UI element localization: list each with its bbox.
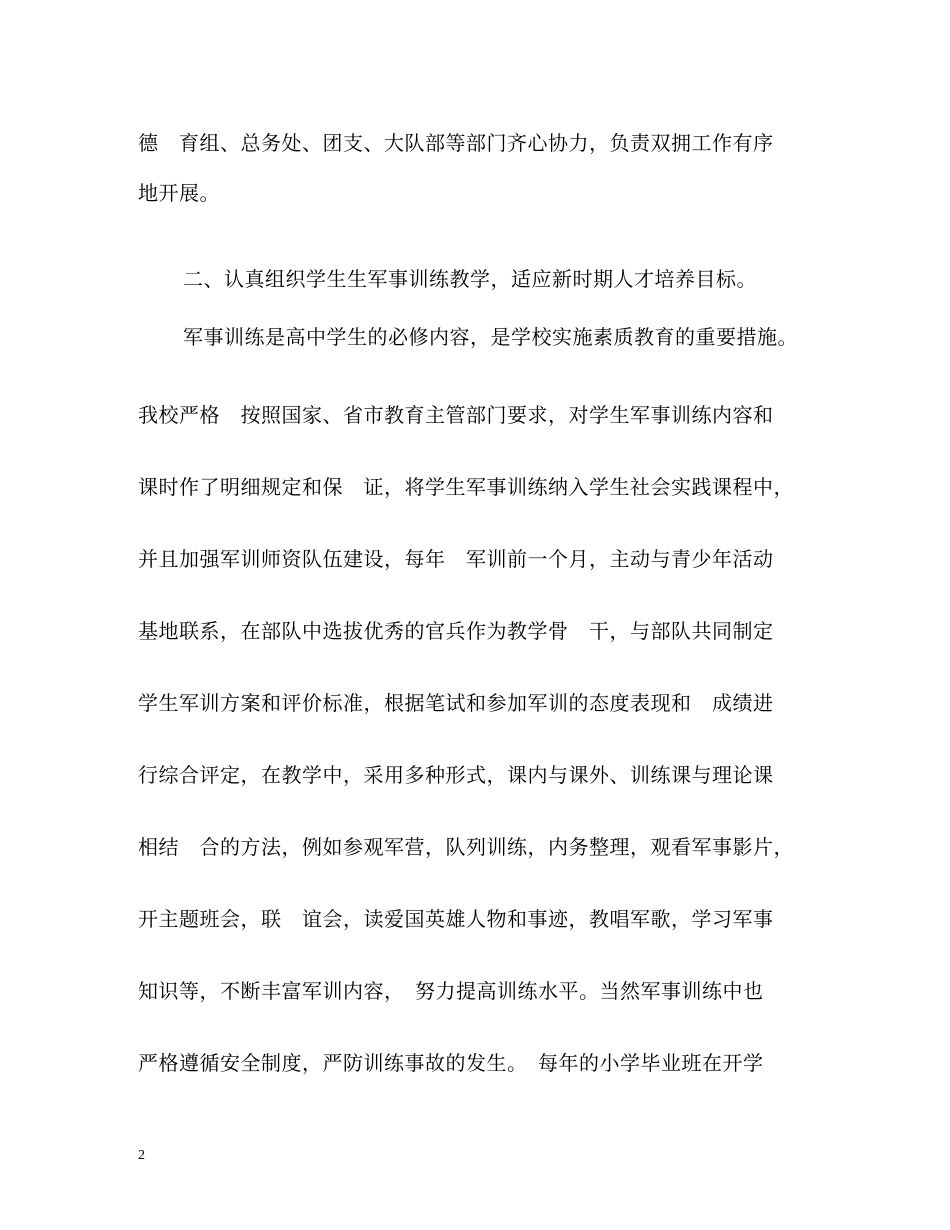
text-line-14: 严格遵循安全制度，严防训练事故的发生。 每年的小学毕业班在开学 [138,1051,764,1075]
text-line-9: 学生军训方案和评价标准，根据笔试和参加军训的态度表现和 成绩进 [138,691,774,715]
text-line-10: 行综合评定，在教学中，采用多种形式，课内与课外、训练课与理论课 [138,763,774,787]
section-heading: 二、认真组织学生生军事训练教学，适应新时期人才培养目标。 [183,267,757,291]
page-number: 2 [138,1148,145,1163]
paragraph-first-line: 军事训练是高中学生的必修内容，是学校实施素质教育的重要措施。 [183,325,798,349]
text-line-2: 地开展。 [138,181,220,205]
text-line-6: 课时作了明细规定和保 证，将学生军事训练纳入学生社会实践课程中， [138,475,794,499]
text-line-5: 我校严格 按照国家、省市教育主管部门要求，对学生军事训练内容和 [138,403,774,427]
text-line-11: 相结 合的方法，例如参观军营，队列训练，内务整理，观看军事影片， [138,835,794,859]
text-line-8: 基地联系，在部队中选拔优秀的官兵作为教学骨 干，与部队共同制定 [138,619,774,643]
text-line-1: 德 育组、总务处、团支、大队部等部门齐心协力，负责双拥工作有序 [138,131,774,155]
text-line-7: 并且加强军训师资队伍建设，每年 军训前一个月，主动与青少年活动 [138,547,774,571]
text-line-13: 知识等，不断丰富军训内容， 努力提高训练水平。当然军事训练中也 [138,979,764,1003]
text-line-12: 开主题班会，联 谊会，读爱国英雄人物和事迹，教唱军歌，学习军事 [138,907,774,931]
